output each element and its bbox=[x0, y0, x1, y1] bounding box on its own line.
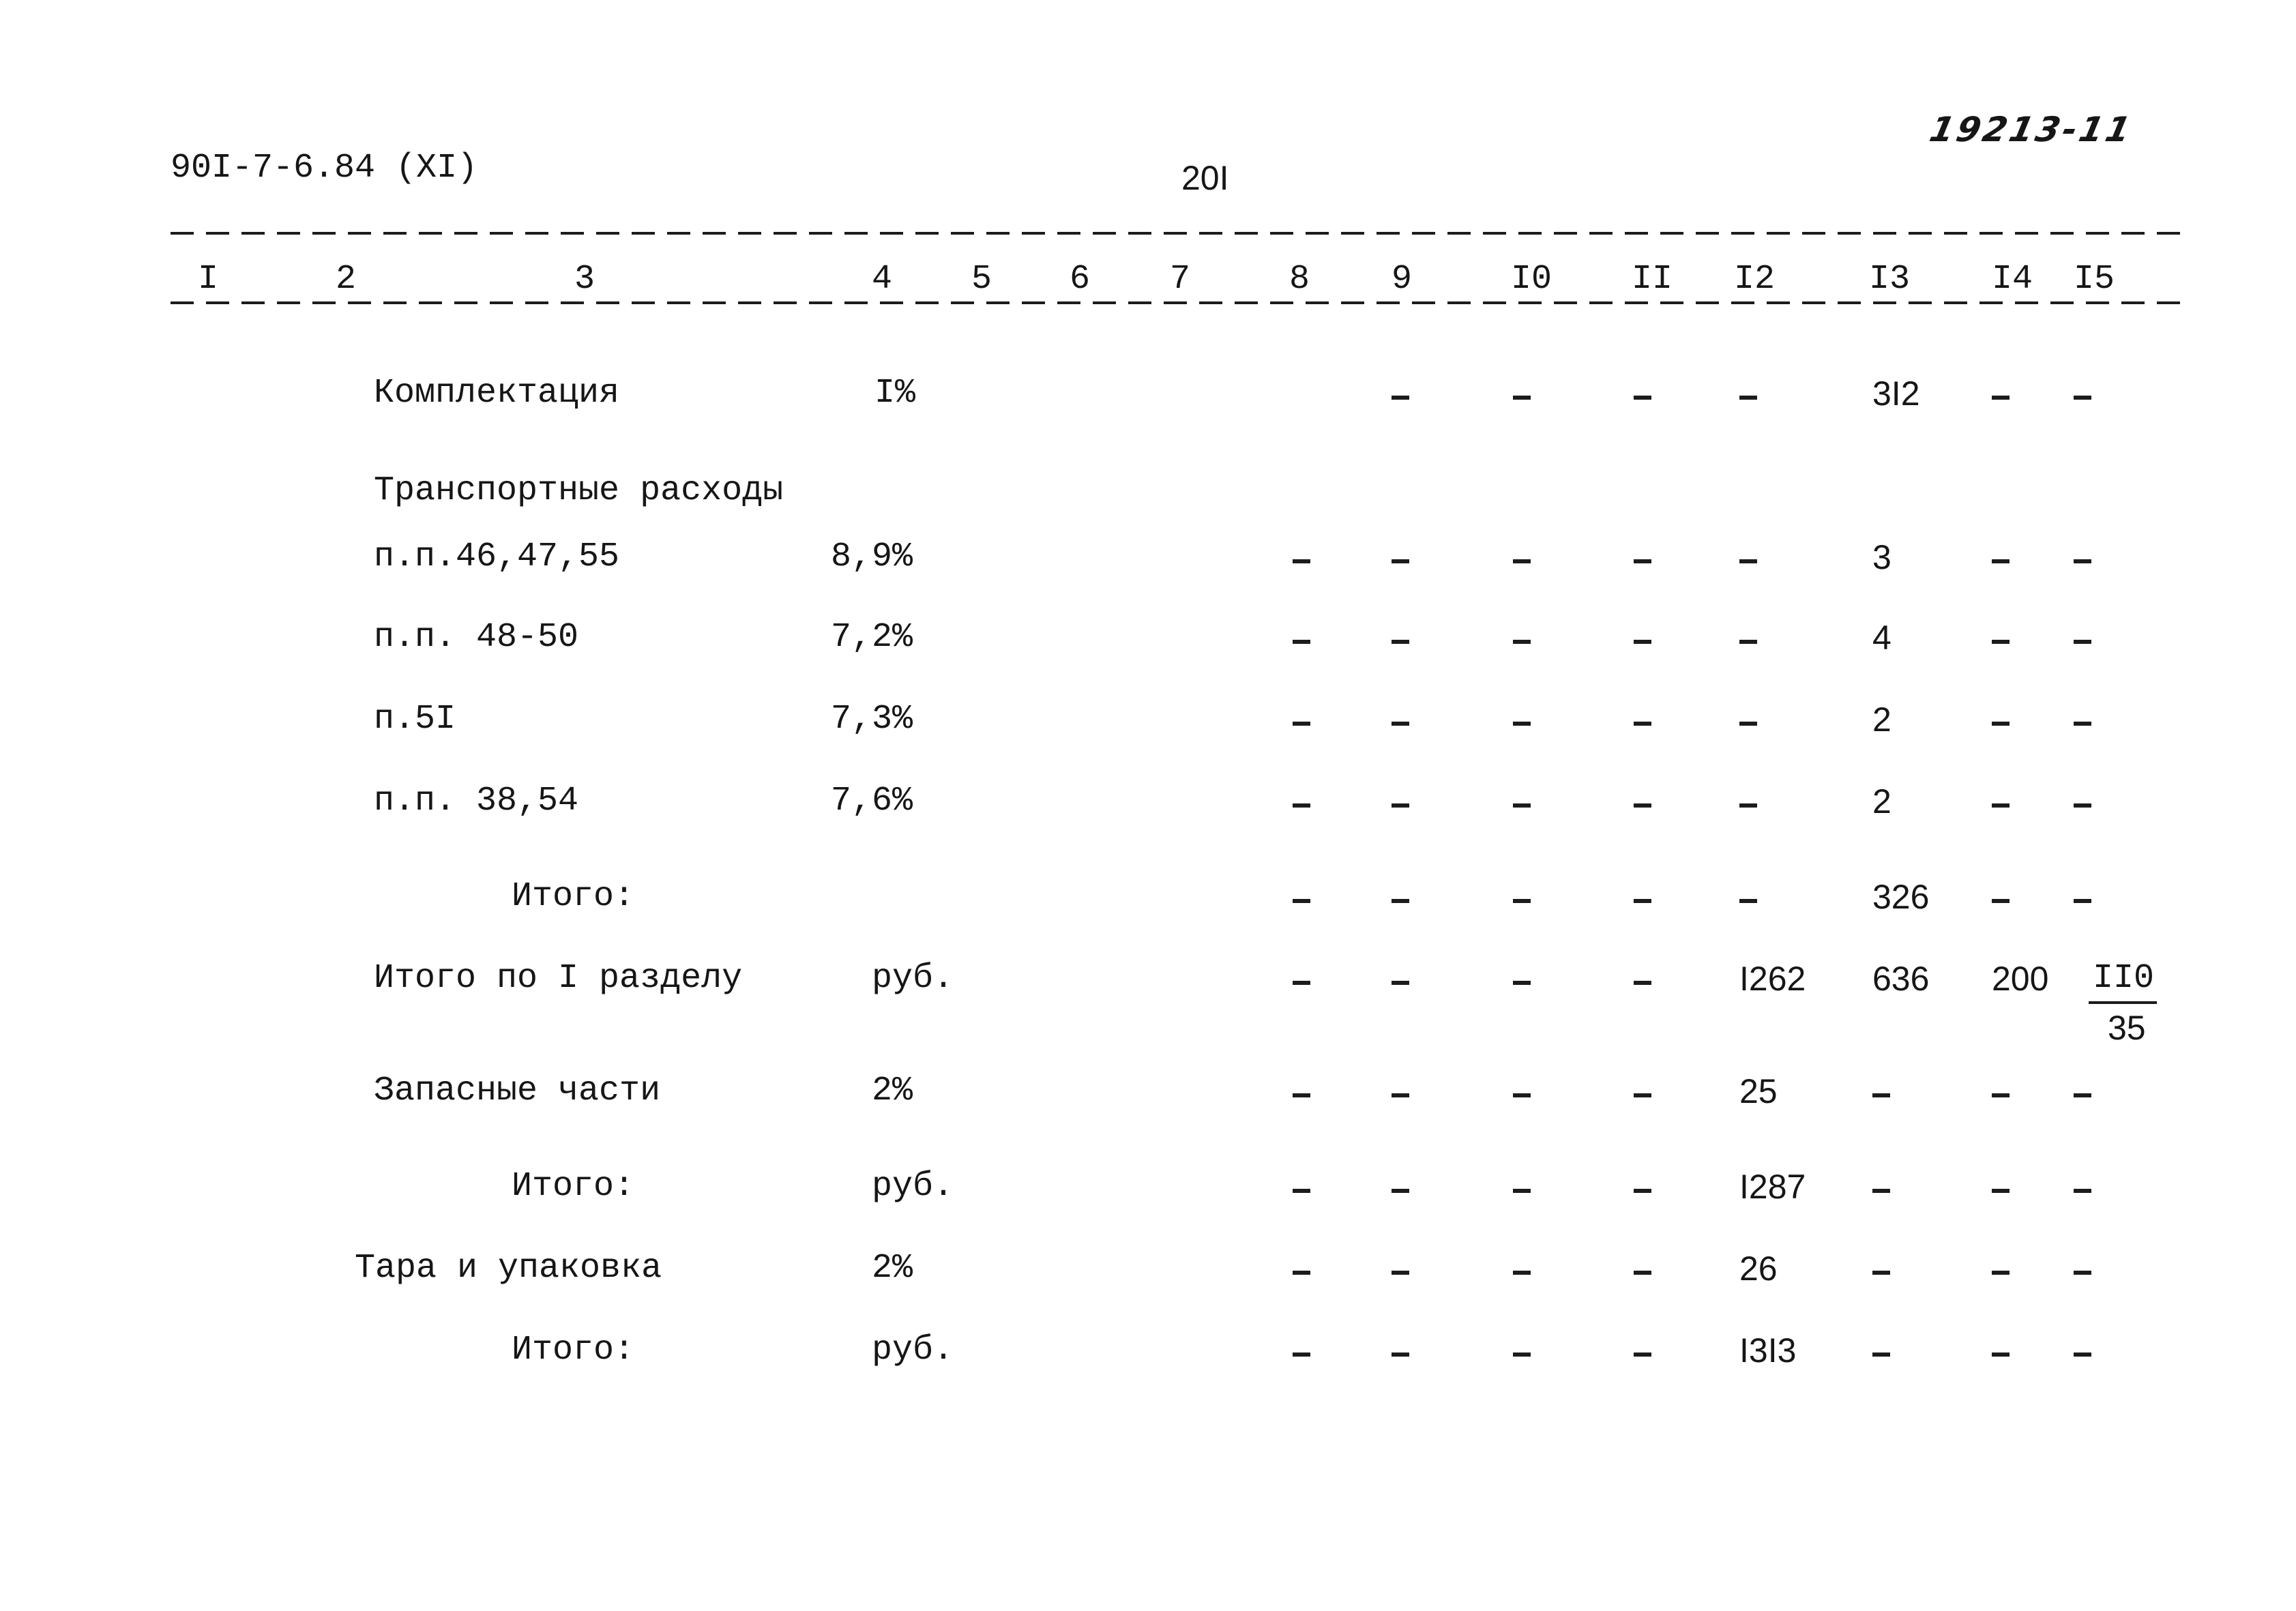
dash-mark bbox=[2074, 899, 2091, 903]
fraction-bar bbox=[2089, 1001, 2157, 1004]
dash-mark bbox=[1293, 1353, 1310, 1357]
dash-mark bbox=[1392, 396, 1409, 400]
row-label: п.п. 48-50 bbox=[374, 618, 579, 657]
dash-mark bbox=[1392, 1353, 1409, 1357]
dash-mark bbox=[2074, 396, 2091, 400]
row-unit: руб. bbox=[872, 959, 954, 998]
dash-mark bbox=[1392, 722, 1409, 726]
row-unit: руб. bbox=[872, 1167, 954, 1206]
dash-mark bbox=[1634, 1189, 1651, 1193]
cell-value: 25 bbox=[1739, 1072, 1778, 1110]
cell-value: I262 bbox=[1739, 960, 1806, 998]
dash-mark bbox=[1513, 396, 1531, 400]
dash-mark bbox=[1513, 1271, 1531, 1275]
dash-mark bbox=[1739, 559, 1757, 563]
dash-mark bbox=[1513, 640, 1531, 644]
dash-mark bbox=[1392, 899, 1409, 903]
dash-mark bbox=[2074, 1271, 2091, 1275]
row-label: Тара и упаковка bbox=[355, 1249, 662, 1288]
row-unit: I% bbox=[874, 374, 916, 413]
row-label: Итого: bbox=[512, 1331, 635, 1370]
dash-mark bbox=[2074, 1189, 2091, 1193]
dash-mark bbox=[2074, 640, 2091, 644]
dash-mark bbox=[1634, 722, 1651, 726]
header-bottom-rule bbox=[171, 301, 2183, 304]
dash-mark bbox=[1992, 803, 2010, 808]
dash-mark bbox=[1634, 640, 1651, 644]
dash-mark bbox=[1392, 1271, 1409, 1275]
cell-value: 2 bbox=[1872, 782, 1892, 821]
column-header-8: 8 bbox=[1289, 260, 1310, 299]
header-top-rule bbox=[171, 232, 2183, 235]
column-header-11: II bbox=[1632, 260, 1673, 299]
row-label: Транспортные расходы bbox=[374, 471, 784, 510]
dash-mark bbox=[1293, 1189, 1310, 1193]
dash-mark bbox=[1739, 722, 1757, 726]
dash-mark bbox=[1513, 1189, 1531, 1193]
dash-mark bbox=[1634, 396, 1651, 400]
column-header-13: I3 bbox=[1869, 260, 1911, 299]
dash-mark bbox=[1513, 803, 1531, 808]
row-label: Запасные части bbox=[374, 1071, 661, 1110]
cell-value: 2 bbox=[1872, 700, 1892, 739]
dash-mark bbox=[1293, 1093, 1310, 1097]
cell-value: 200 bbox=[1992, 960, 2049, 998]
column-header-5: 5 bbox=[971, 260, 992, 299]
dash-mark bbox=[1392, 640, 1409, 644]
cell-value: I3I3 bbox=[1739, 1331, 1797, 1370]
dash-mark bbox=[1634, 559, 1651, 563]
dash-mark bbox=[1992, 1189, 2010, 1193]
dash-mark bbox=[1513, 1353, 1531, 1357]
dash-mark bbox=[1513, 559, 1531, 563]
column-header-9: 9 bbox=[1392, 260, 1413, 299]
row-label: п.п. 38,54 bbox=[374, 782, 579, 821]
dash-mark bbox=[2074, 559, 2091, 563]
dash-mark bbox=[1392, 803, 1409, 808]
column-header-4: 4 bbox=[872, 260, 893, 299]
dash-mark bbox=[1992, 640, 2010, 644]
dash-mark bbox=[1634, 1353, 1651, 1357]
dash-mark bbox=[2074, 1353, 2091, 1357]
page-number: 20I bbox=[1181, 159, 1229, 197]
dash-mark bbox=[1634, 981, 1651, 985]
dash-mark bbox=[1392, 981, 1409, 985]
dash-mark bbox=[1293, 803, 1310, 808]
column-header-15: I5 bbox=[2074, 260, 2115, 299]
cell-value: 26 bbox=[1739, 1250, 1778, 1288]
column-header-7: 7 bbox=[1170, 260, 1191, 299]
row-unit: 7,3% bbox=[831, 700, 913, 739]
handwritten-reference: 19213-11 bbox=[1926, 110, 2137, 149]
document-code: 90I-7-6.84 (XI) bbox=[171, 149, 478, 188]
cell-value: 636 bbox=[1872, 960, 1930, 998]
fraction-numerator: II0 bbox=[2093, 959, 2155, 998]
dash-mark bbox=[1992, 396, 2010, 400]
dash-mark bbox=[1513, 899, 1531, 903]
dash-mark bbox=[1634, 803, 1651, 808]
column-header-10: I0 bbox=[1511, 260, 1552, 299]
column-header-12: I2 bbox=[1734, 260, 1776, 299]
dash-mark bbox=[1739, 899, 1757, 903]
row-label: п.5I bbox=[374, 700, 456, 739]
row-unit: 7,6% bbox=[831, 782, 913, 821]
cell-value: 4 bbox=[1872, 619, 1892, 657]
row-unit: 8,9% bbox=[831, 537, 913, 576]
row-label: Итого: bbox=[512, 877, 635, 916]
dash-mark bbox=[1992, 1353, 2010, 1357]
dash-mark bbox=[1392, 559, 1409, 563]
dash-mark bbox=[1513, 1093, 1531, 1097]
row-label: Комплектация bbox=[374, 374, 620, 413]
dash-mark bbox=[1992, 899, 2010, 903]
column-header-1: I bbox=[198, 260, 219, 299]
dash-mark bbox=[1872, 1353, 1890, 1357]
dash-mark bbox=[1992, 559, 2010, 563]
dash-mark bbox=[1513, 981, 1531, 985]
dash-mark bbox=[1392, 1189, 1409, 1193]
dash-mark bbox=[1293, 899, 1310, 903]
dash-mark bbox=[1992, 1271, 2010, 1275]
dash-mark bbox=[2074, 1093, 2091, 1097]
cell-value: 3I2 bbox=[1872, 374, 1920, 413]
dash-mark bbox=[1293, 559, 1310, 563]
row-unit: 7,2% bbox=[831, 618, 913, 657]
column-header-6: 6 bbox=[1070, 260, 1091, 299]
column-header-2: 2 bbox=[336, 260, 357, 299]
dash-mark bbox=[1739, 396, 1757, 400]
dash-mark bbox=[1392, 1093, 1409, 1097]
dash-mark bbox=[2074, 722, 2091, 726]
dash-mark bbox=[1992, 722, 2010, 726]
dash-mark bbox=[1872, 1093, 1890, 1097]
row-unit: 2% bbox=[872, 1249, 913, 1288]
column-header-3: 3 bbox=[574, 260, 595, 299]
fraction-denominator: 35 bbox=[2108, 1009, 2146, 1047]
dash-mark bbox=[2074, 803, 2091, 808]
dash-mark bbox=[1634, 899, 1651, 903]
dash-mark bbox=[1293, 640, 1310, 644]
dash-mark bbox=[1293, 981, 1310, 985]
dash-mark bbox=[1992, 1093, 2010, 1097]
dash-mark bbox=[1739, 803, 1757, 808]
cell-value: I287 bbox=[1739, 1168, 1806, 1206]
row-label: Итого по I разделу bbox=[374, 959, 743, 998]
dash-mark bbox=[1293, 1271, 1310, 1275]
cell-value: 3 bbox=[1872, 538, 1892, 576]
dash-mark bbox=[1634, 1093, 1651, 1097]
row-label: п.п.46,47,55 bbox=[374, 537, 620, 576]
dash-mark bbox=[1739, 640, 1757, 644]
dash-mark bbox=[1634, 1271, 1651, 1275]
dash-mark bbox=[1513, 722, 1531, 726]
dash-mark bbox=[1293, 722, 1310, 726]
cell-value: 326 bbox=[1872, 878, 1930, 916]
row-unit: руб. bbox=[872, 1331, 954, 1370]
column-header-14: I4 bbox=[1992, 260, 2033, 299]
row-label: Итого: bbox=[512, 1167, 635, 1206]
row-unit: 2% bbox=[872, 1071, 913, 1110]
dash-mark bbox=[1872, 1189, 1890, 1193]
dash-mark bbox=[1872, 1271, 1890, 1275]
